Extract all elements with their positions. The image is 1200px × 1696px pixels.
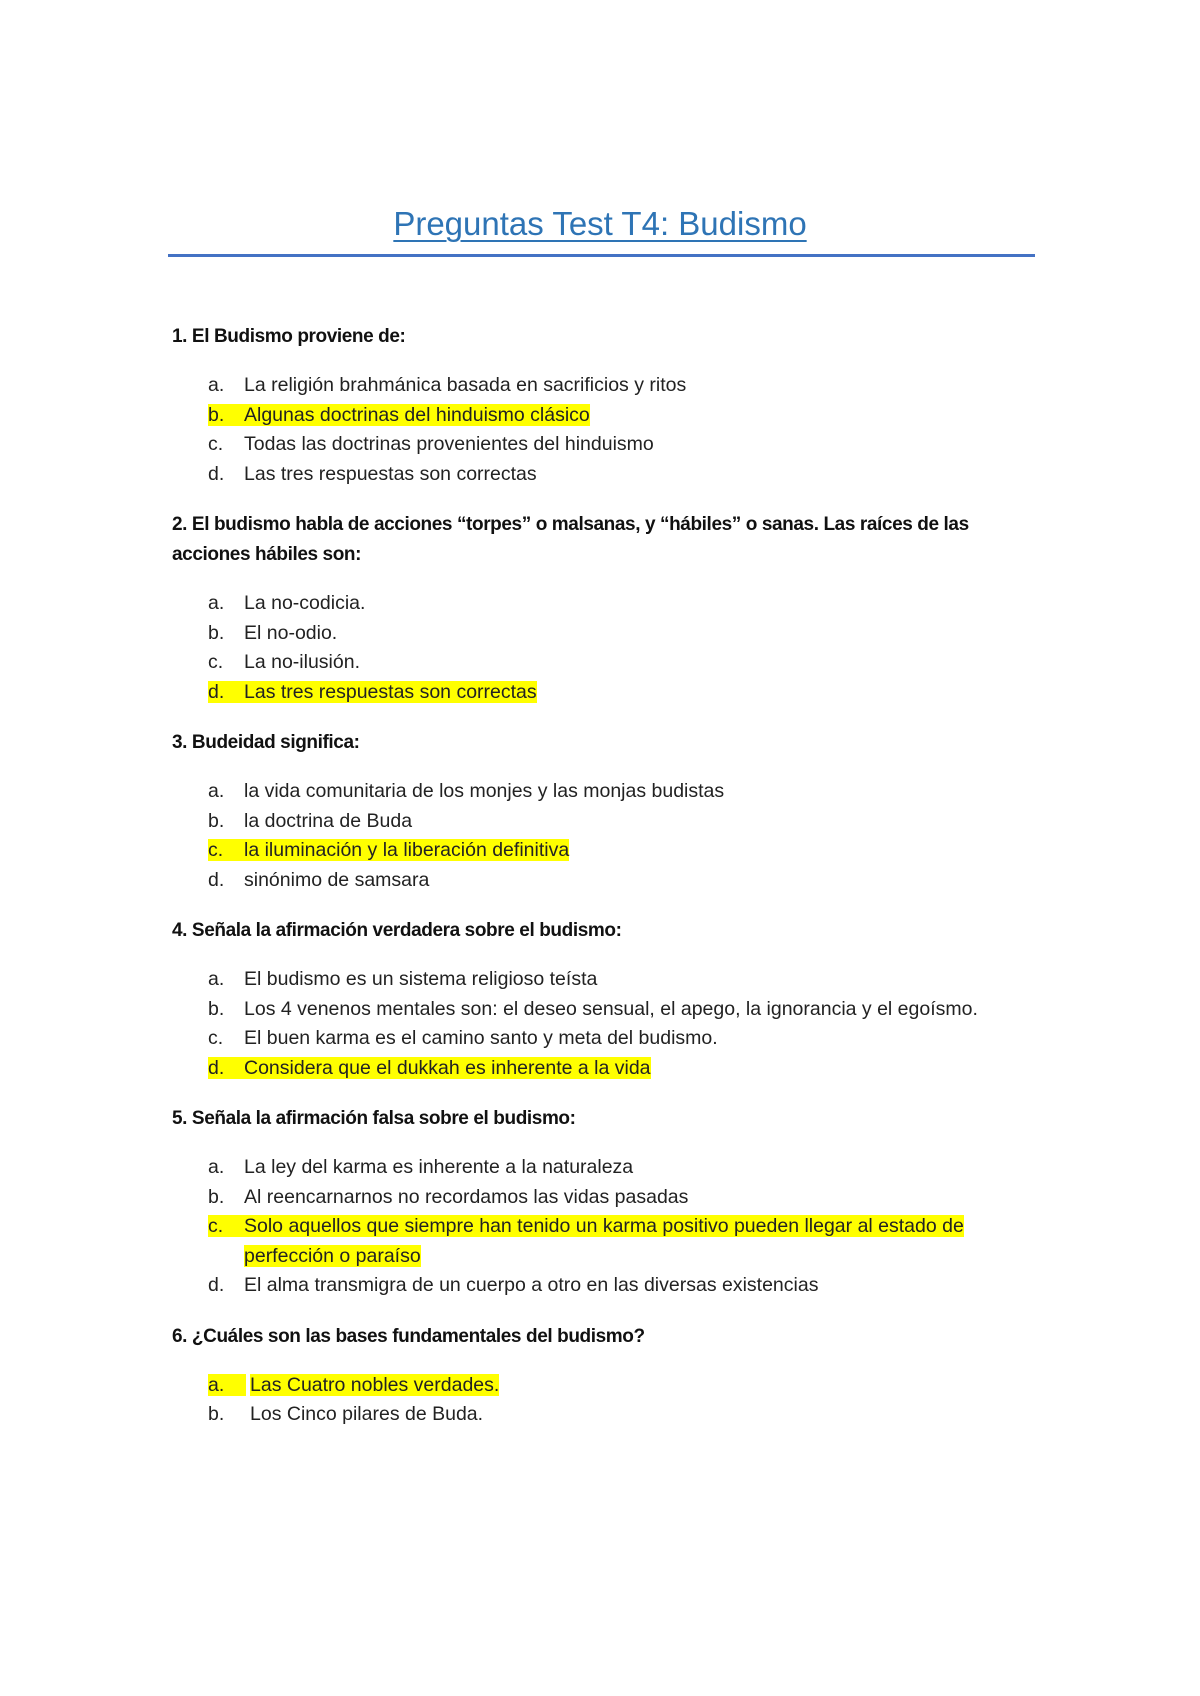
option-text: El buen karma es el camino santo y meta del budismo.	[244, 1027, 718, 1049]
answer-option	[172, 1183, 1042, 1213]
option-letter	[172, 1153, 244, 1183]
option-letter-text: a.	[208, 592, 225, 614]
option-text: Solo aquellos que siempre han tenido un karma positivo pueden llegar al estado de perfección o paraíso	[244, 1215, 964, 1267]
answer-option	[172, 807, 1042, 837]
answer-options	[172, 777, 1042, 895]
answer-option	[172, 1271, 1042, 1301]
option-text-wrap	[244, 678, 1042, 708]
option-text: Las tres respuestas son correctas	[244, 680, 537, 703]
option-letter-text: b.	[208, 997, 225, 1020]
option-letter-text: d.	[208, 681, 246, 703]
option-letter	[172, 1183, 244, 1213]
answer-option	[172, 648, 1042, 678]
option-letter	[172, 648, 244, 678]
option-letter-text: c.	[208, 651, 224, 673]
option-text: La ley del karma es inherente a la naturaleza	[244, 1156, 634, 1178]
option-letter	[172, 371, 244, 401]
option-letter	[172, 678, 244, 708]
option-text-wrap	[244, 1054, 1042, 1084]
question-text: 3. Budeidad significa:	[172, 732, 360, 753]
option-letter-text: b.	[208, 1185, 225, 1208]
answer-options	[172, 965, 1042, 1083]
option-text: La no-ilusión.	[244, 651, 360, 673]
option-text-wrap	[244, 1183, 1042, 1213]
option-text: La religión brahmánica basada en sacrificios y ritos	[244, 374, 687, 396]
answer-option	[172, 460, 1042, 490]
option-text-wrap	[244, 460, 1042, 490]
option-letter	[172, 1212, 244, 1242]
answer-option	[172, 995, 1042, 1025]
option-text-wrap	[244, 866, 1042, 896]
option-letter	[172, 1271, 244, 1301]
option-text-wrap	[244, 965, 1042, 995]
page-title: Preguntas Test T4: Budismo	[393, 205, 807, 242]
answer-option	[172, 430, 1042, 460]
option-letter-text: c.	[208, 1027, 224, 1049]
option-letter	[172, 619, 244, 649]
question-text: 2. El budismo habla de acciones “torpes” o malsanas, y “hábiles” o sanas. Las raíces de las acciones hábiles son:	[172, 514, 969, 565]
question-text: 6. ¿Cuáles son las bases fundamentales del budismo?	[172, 1325, 645, 1347]
option-letter-text: a.	[208, 968, 225, 990]
option-text: sinónimo de samsara	[244, 868, 430, 891]
question-1	[172, 322, 1042, 489]
option-text-wrap	[244, 777, 1042, 807]
question-6	[172, 1322, 1042, 1430]
title-underline-rule	[168, 254, 1035, 257]
option-text: Los 4 venenos mentales son: el deseo sensual, el apego, la ignorancia y el egoísmo.	[244, 997, 978, 1020]
option-letter-text: d.	[208, 1057, 246, 1079]
option-letter	[172, 1024, 244, 1054]
answer-option	[172, 1400, 1042, 1430]
option-text-wrap	[244, 995, 1042, 1025]
question-list	[172, 322, 1042, 1451]
option-text: Algunas doctrinas del hinduismo clásico	[244, 403, 590, 426]
option-text: Las tres respuestas son correctas	[244, 462, 537, 485]
option-text-wrap	[244, 589, 1042, 619]
option-letter	[172, 401, 244, 431]
question-3	[172, 728, 1042, 895]
option-text: la vida comunitaria de los monjes y las monjas budistas	[244, 780, 725, 802]
answer-option-correct	[172, 1212, 1042, 1271]
answer-option-correct	[172, 678, 1042, 708]
option-text-wrap	[244, 619, 1042, 649]
option-text: la iluminación y la liberación definitiva	[244, 839, 570, 861]
option-letter-text: a.	[208, 780, 225, 802]
option-letter	[172, 836, 244, 866]
option-letter-text: a.	[208, 1156, 225, 1178]
option-text: Los Cinco pilares de Buda.	[250, 1403, 484, 1425]
option-letter	[172, 1371, 250, 1401]
answer-option-correct	[172, 401, 1042, 431]
answer-option-correct	[172, 1371, 1042, 1401]
option-letter	[172, 1400, 250, 1430]
option-letter	[172, 1054, 244, 1084]
option-letter	[172, 777, 244, 807]
option-letter-text: b.	[208, 1403, 225, 1425]
option-letter-text: b.	[208, 809, 225, 832]
option-letter	[172, 965, 244, 995]
option-letter-text: c.	[208, 839, 245, 861]
answer-options	[172, 1153, 1042, 1301]
answer-option	[172, 371, 1042, 401]
option-letter-text: d.	[208, 462, 225, 485]
option-text: Considera que el dukkah es inherente a la vida	[244, 1056, 651, 1079]
question-text: 4. Señala la afirmación verdadera sobre el budismo:	[172, 920, 622, 941]
option-text-wrap	[244, 836, 1042, 866]
answer-option-correct	[172, 836, 1042, 866]
answer-option	[172, 1153, 1042, 1183]
option-letter	[172, 995, 244, 1025]
option-letter-text: c.	[208, 1215, 245, 1237]
option-letter-text: b.	[208, 404, 246, 426]
option-letter	[172, 460, 244, 490]
question-5	[172, 1104, 1042, 1301]
question-2	[172, 510, 1042, 707]
answer-option	[172, 965, 1042, 995]
option-letter	[172, 589, 244, 619]
option-text-wrap	[244, 1024, 1042, 1054]
option-letter	[172, 866, 244, 896]
option-text-wrap	[244, 1271, 1042, 1301]
answer-option	[172, 589, 1042, 619]
option-text: Al reencarnarnos no recordamos las vidas pasadas	[244, 1185, 689, 1208]
option-text: El alma transmigra de un cuerpo a otro en las diversas existencias	[244, 1274, 819, 1296]
option-letter-text: c.	[208, 433, 224, 455]
option-text: El no-odio.	[244, 621, 338, 644]
option-text: la doctrina de Buda	[244, 809, 413, 832]
answer-option	[172, 1024, 1042, 1054]
answer-option-correct	[172, 1054, 1042, 1084]
option-text-wrap	[250, 1400, 1042, 1430]
option-letter-text: a.	[208, 1374, 246, 1396]
question-text: 5. Señala la afirmación falsa sobre el budismo:	[172, 1108, 576, 1129]
option-text-wrap	[244, 1212, 1042, 1271]
option-letter	[172, 807, 244, 837]
question-text: 1. El Budismo proviene de:	[172, 326, 406, 347]
option-text-wrap	[244, 1153, 1042, 1183]
answer-options	[172, 1371, 1042, 1430]
answer-option	[172, 619, 1042, 649]
option-text: El budismo es un sistema religioso teísta	[244, 968, 598, 990]
question-4	[172, 916, 1042, 1083]
option-text-wrap	[244, 648, 1042, 678]
option-text-wrap	[250, 1371, 1042, 1401]
answer-option	[172, 866, 1042, 896]
option-letter-text: b.	[208, 621, 225, 644]
option-text: Todas las doctrinas provenientes del hinduismo	[244, 433, 654, 455]
answer-options	[172, 589, 1042, 707]
option-letter-text: d.	[208, 868, 225, 891]
option-letter-text: d.	[208, 1274, 225, 1296]
answer-options	[172, 371, 1042, 489]
option-text-wrap	[244, 401, 1042, 431]
option-letter-text: a.	[208, 374, 225, 396]
option-text-wrap	[244, 371, 1042, 401]
option-letter	[172, 430, 244, 460]
option-text-wrap	[244, 807, 1042, 837]
answer-option	[172, 777, 1042, 807]
option-text: Las Cuatro nobles verdades.	[250, 1373, 500, 1396]
option-text-wrap	[244, 430, 1042, 460]
option-text: La no-codicia.	[244, 592, 366, 614]
